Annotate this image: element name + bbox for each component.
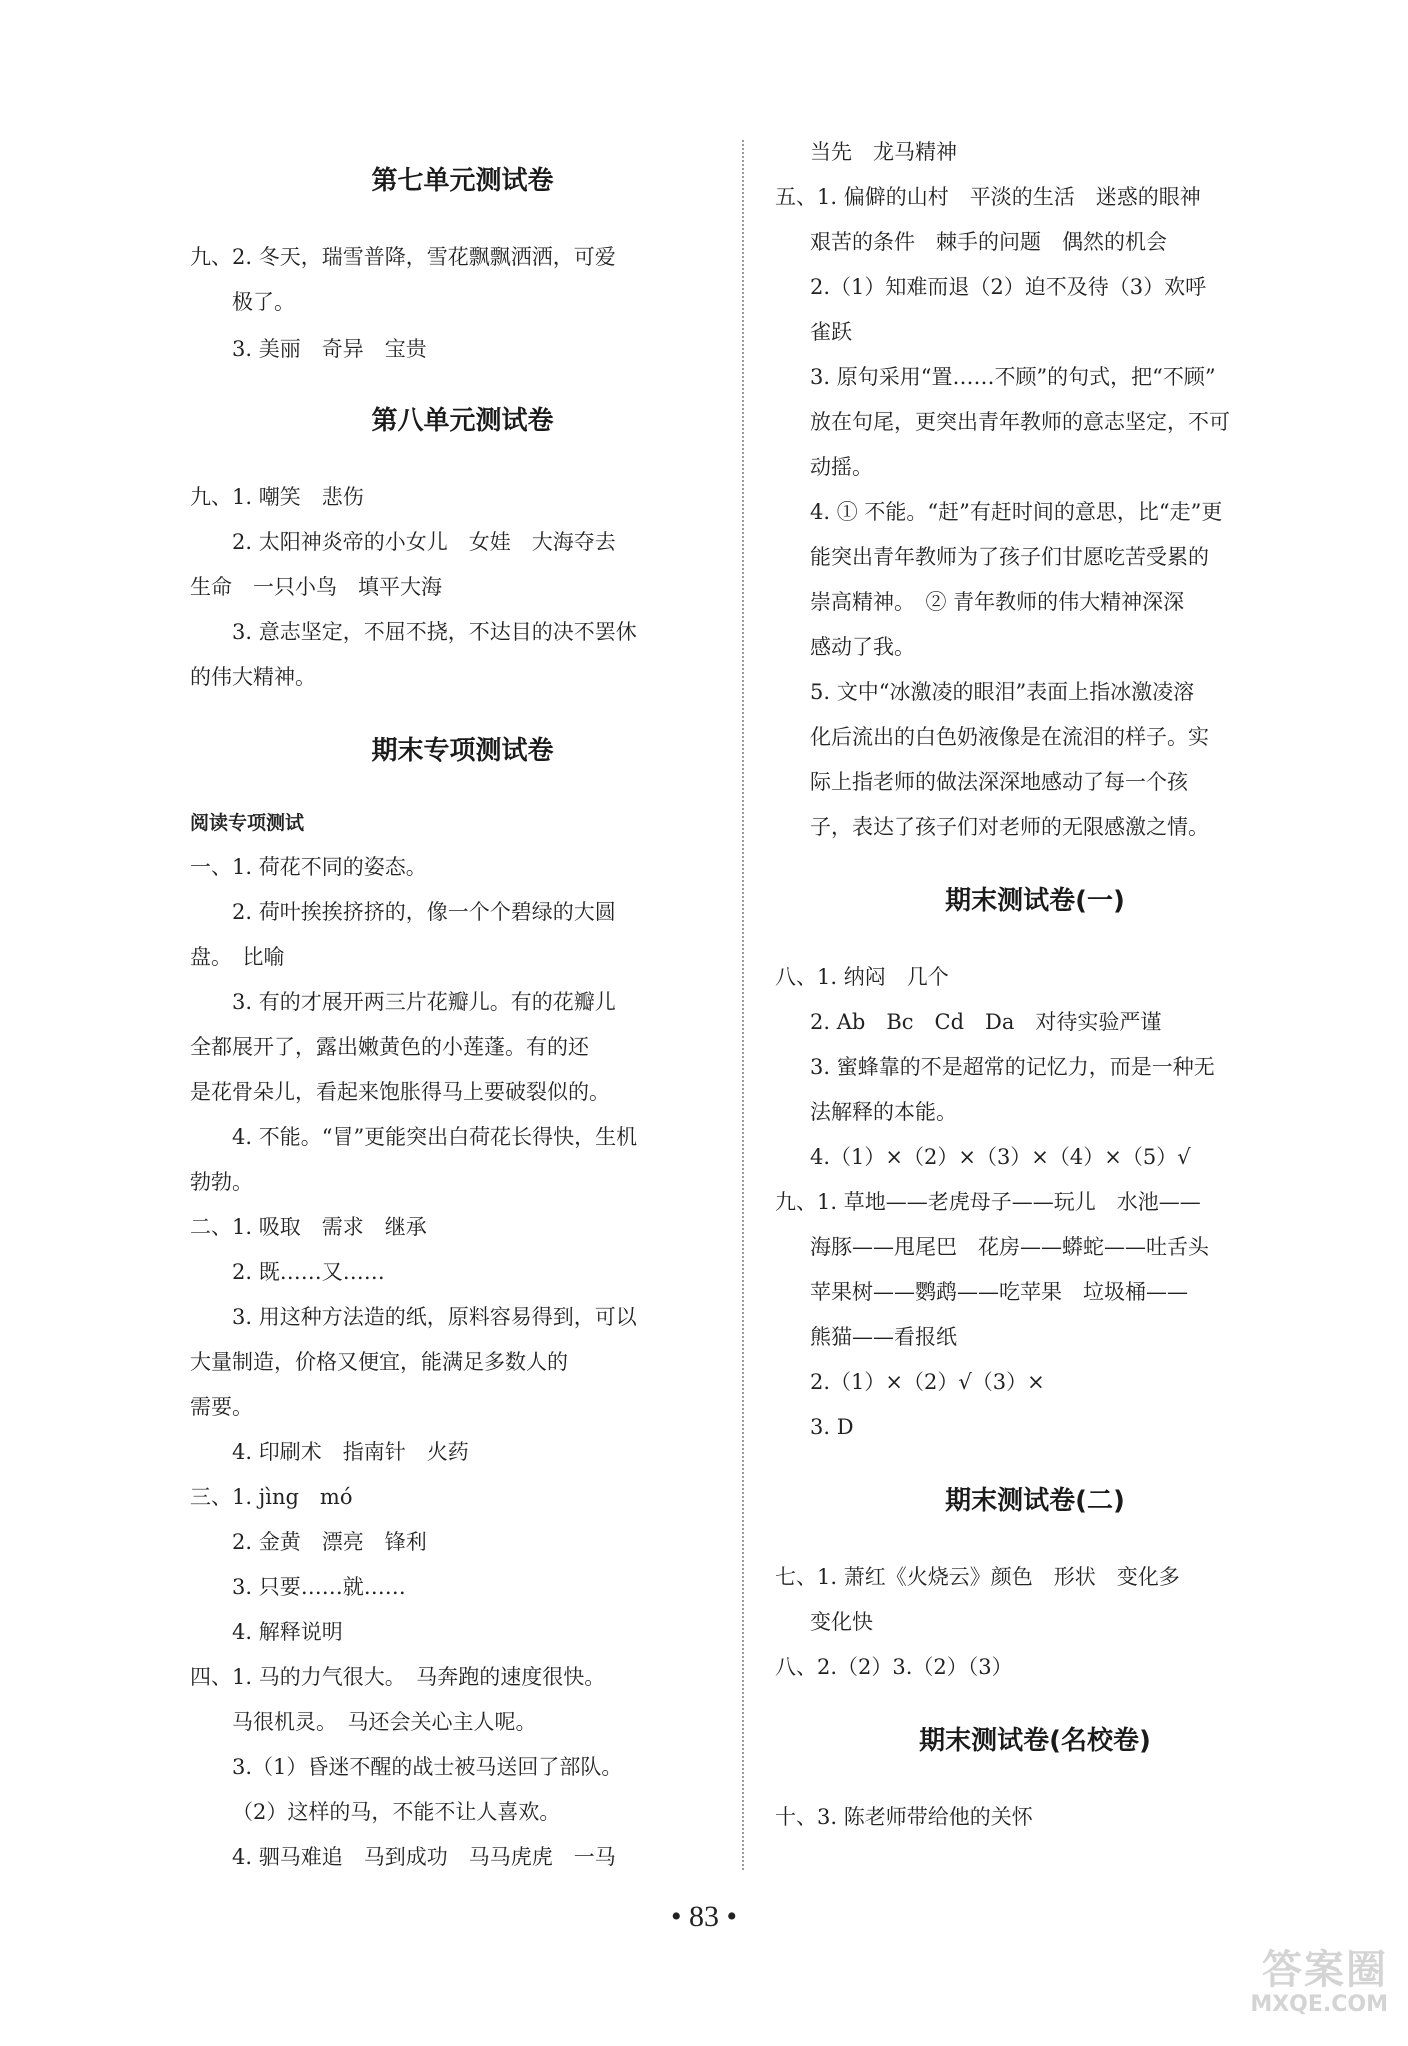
column-divider xyxy=(742,140,744,1870)
answer-line: 雀跃 xyxy=(810,320,852,344)
answer-line: 需要。 xyxy=(190,1395,253,1419)
section-heading: 第八单元测试卷 xyxy=(371,406,554,436)
answer-line: 感动了我。 xyxy=(810,635,915,659)
answer-line: 崇高精神。 ② 青年教师的伟大精神深深 xyxy=(810,590,1185,614)
answer-line: 生命 一只小鸟 填平大海 xyxy=(190,575,442,599)
answer-line: 5. 文中“冰激凌的眼泪”表面上指冰激凌溶 xyxy=(810,680,1195,704)
watermark-logo xyxy=(1228,1948,1388,2028)
answer-line: （2）这样的马，不能不让人喜欢。 xyxy=(232,1800,561,1824)
answer-line: 2. Ab Bc Cd Da 对待实验严谨 xyxy=(810,1010,1162,1034)
answer-line: 法解释的本能。 xyxy=(810,1100,957,1124)
answer-line: 3. 有的才展开两三片花瓣儿。有的花瓣儿 xyxy=(232,990,616,1014)
answer-line: 九、1. 草地——老虎母子——玩儿 水池—— xyxy=(775,1190,1201,1214)
answer-line: 三、1. jìng mó xyxy=(190,1485,353,1509)
answer-line: 2. 荷叶挨挨挤挤的，像一个个碧绿的大圆 xyxy=(232,900,616,924)
answer-line: 八、2.（2）3.（2）（3） xyxy=(775,1655,1013,1679)
section-heading: 第七单元测试卷 xyxy=(371,166,554,196)
answer-line: 3. 蜜蜂靠的不是超常的记忆力，而是一种无 xyxy=(810,1055,1215,1079)
answer-line: 熊猫——看报纸 xyxy=(810,1325,957,1349)
watermark-url: MXQE.COM xyxy=(1250,1992,1388,2017)
answer-line: 2. 太阳神炎帝的小女儿 女娃 大海夺去 xyxy=(232,530,616,554)
answer-line: 际上指老师的做法深深地感动了每一个孩 xyxy=(810,770,1188,794)
answer-line: 大量制造，价格又便宜，能满足多数人的 xyxy=(190,1350,568,1374)
page-number: • 83 • xyxy=(670,1900,737,1933)
answer-line: 3. 只要……就…… xyxy=(232,1575,406,1599)
answer-line: 2.（1）×（2）√（3）× xyxy=(810,1370,1045,1394)
subsection-label: 阅读专项测试 xyxy=(190,812,305,834)
answer-line: 3. 美丽 奇异 宝贵 xyxy=(232,337,427,361)
answer-line: 3. 意志坚定，不屈不挠，不达目的决不罢休 xyxy=(232,620,637,644)
answer-line: 是花骨朵儿，看起来饱胀得马上要破裂似的。 xyxy=(190,1080,610,1104)
answer-line: 3. 用这种方法造的纸，原料容易得到，可以 xyxy=(232,1305,637,1329)
section-heading: 期末测试卷(名校卷) xyxy=(919,1726,1151,1756)
answer-line: 苹果树——鹦鹉——吃苹果 垃圾桶—— xyxy=(810,1280,1188,1304)
answer-line: 盘。 比喻 xyxy=(190,945,285,969)
answer-line: 勃勃。 xyxy=(190,1170,253,1194)
answer-line: 2.（1）知难而退（2）迫不及待（3）欢呼 xyxy=(810,275,1207,299)
answer-line: 子，表达了孩子们对老师的无限感激之情。 xyxy=(810,815,1209,839)
answer-line: 的伟大精神。 xyxy=(190,665,316,689)
answer-line: 七、1. 萧红《火烧云》颜色 形状 变化多 xyxy=(775,1565,1180,1589)
answer-line: 马很机灵。 马还会关心主人呢。 xyxy=(232,1710,537,1734)
answer-line: 能突出青年教师为了孩子们甘愿吃苦受累的 xyxy=(810,545,1209,569)
answer-line: 全都展开了，露出嫩黄色的小莲蓬。有的还 xyxy=(190,1035,589,1059)
watermark-text: 答案圈 xyxy=(1262,1947,1388,1993)
answer-line: 3.（1）昏迷不醒的战士被马送回了部队。 xyxy=(232,1755,623,1779)
answer-line: 动摇。 xyxy=(810,455,873,479)
section-heading: 期末专项测试卷 xyxy=(371,736,554,766)
answer-line: 3. D xyxy=(810,1415,854,1439)
answer-line: 二、1. 吸取 需求 继承 xyxy=(190,1215,427,1239)
answer-line: 一、1. 荷花不同的姿态。 xyxy=(190,855,427,879)
answer-line: 2. 金黄 漂亮 锋利 xyxy=(232,1530,427,1554)
answer-line: 四、1. 马的力气很大。 马奔跑的速度很快。 xyxy=(190,1665,606,1689)
answer-line: 放在句尾，更突出青年教师的意志坚定，不可 xyxy=(810,410,1230,434)
answer-line: 海豚——甩尾巴 花房——蟒蛇——吐舌头 xyxy=(810,1235,1209,1259)
answer-line: 八、1. 纳闷 几个 xyxy=(775,965,949,989)
answer-line: 4. 印刷术 指南针 火药 xyxy=(232,1440,469,1464)
answer-line: 十、3. 陈老师带给他的关怀 xyxy=(775,1805,1033,1829)
answer-line: 3. 原句采用“置……不顾”的句式，把“不顾” xyxy=(810,365,1216,389)
answer-line: 九、1. 嘲笑 悲伤 xyxy=(190,485,364,509)
answer-line: 4. 不能。“冒”更能突出白荷花长得快，生机 xyxy=(232,1125,638,1149)
answer-line: 化后流出的白色奶液像是在流泪的样子。实 xyxy=(810,725,1209,749)
answer-line: 九、2. 冬天，瑞雪普降，雪花飘飘洒洒，可爱 xyxy=(190,245,616,269)
answer-line: 艰苦的条件 棘手的问题 偶然的机会 xyxy=(810,230,1167,254)
answer-line: 变化快 xyxy=(810,1610,873,1634)
section-heading: 期末测试卷(二) xyxy=(945,1486,1125,1516)
answer-line: 极了。 xyxy=(232,290,295,314)
answer-line: 五、1. 偏僻的山村 平淡的生活 迷惑的眼神 xyxy=(775,185,1201,209)
answer-line: 4.（1）×（2）×（3）×（4）×（5）√ xyxy=(810,1145,1191,1169)
answer-line: 4. 解释说明 xyxy=(232,1620,343,1644)
answer-line: 当先 龙马精神 xyxy=(810,140,957,164)
answer-line: 2. 既……又…… xyxy=(232,1260,385,1284)
answer-line: 4. ① 不能。“赶”有赶时间的意思，比“走”更 xyxy=(810,500,1223,524)
answer-line: 4. 驷马难追 马到成功 马马虎虎 一马 xyxy=(232,1845,616,1869)
section-heading: 期末测试卷(一) xyxy=(945,886,1125,916)
